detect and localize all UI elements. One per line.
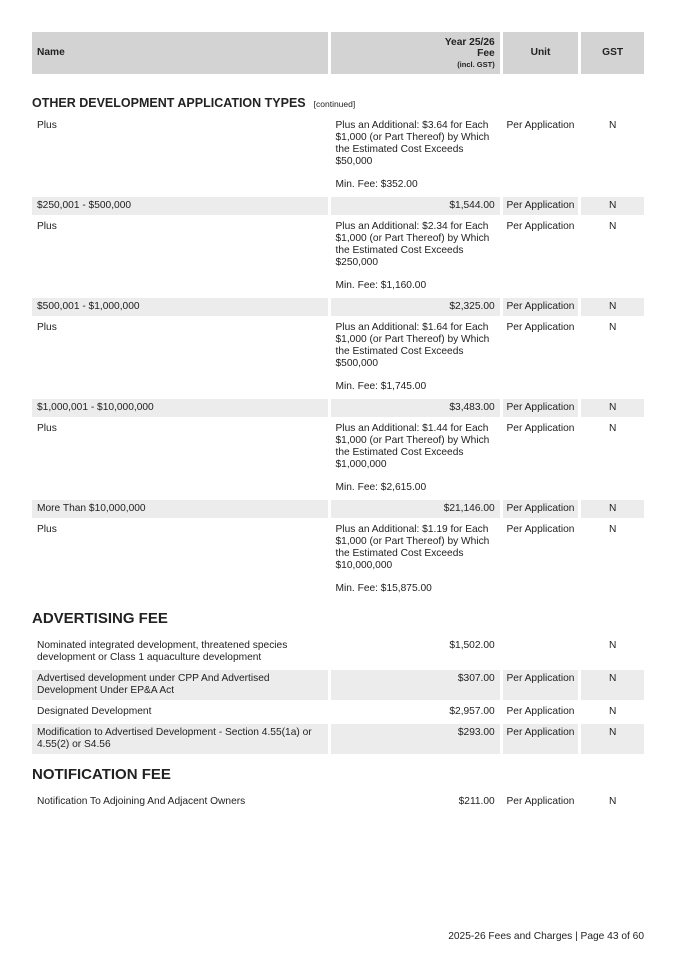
row-fee <box>331 420 500 497</box>
row-fee: $211.00 <box>458 796 495 807</box>
row-gst: N <box>581 399 644 417</box>
table-row <box>32 521 644 598</box>
row-gst: N <box>608 423 617 434</box>
min-fee: Min. Fee: $1,745.00 <box>335 381 427 392</box>
row-gst: N <box>608 221 617 232</box>
table-row <box>32 637 644 667</box>
row-unit: Per Application <box>506 524 575 535</box>
row-unit: Per Application <box>503 298 579 316</box>
row-fee: $21,146.00 <box>331 500 500 518</box>
row-gst: N <box>581 724 644 754</box>
header-unit: Unit <box>503 32 579 74</box>
row-name: Plus <box>37 120 57 131</box>
table-row <box>32 319 644 396</box>
row-unit: Per Application <box>506 221 575 232</box>
row-gst: N <box>608 322 617 333</box>
row-fee: $307.00 <box>331 670 500 700</box>
table-row <box>32 197 644 215</box>
continued-label: [continued] <box>313 99 356 109</box>
section-title-text: OTHER DEVELOPMENT APPLICATION TYPES <box>32 96 306 110</box>
min-fee: Min. Fee: $352.00 <box>335 179 418 190</box>
section-title-notification-fee: NOTIFICATION FEE <box>32 766 171 783</box>
row-name: Plus <box>37 221 57 232</box>
row-unit <box>503 637 579 667</box>
row-fee: $293.00 <box>331 724 500 754</box>
fee-schedule-page <box>32 32 644 814</box>
row-gst: N <box>608 640 617 651</box>
row-gst: N <box>608 120 617 131</box>
table-row <box>32 399 644 417</box>
row-fee <box>331 117 500 194</box>
row-unit: Per Application <box>503 670 579 700</box>
row-name: Plus <box>37 322 57 333</box>
row-name: $250,001 - $500,000 <box>32 197 328 215</box>
row-name: Plus <box>37 423 57 434</box>
row-unit: Per Application <box>506 796 575 807</box>
min-fee: Min. Fee: $2,615.00 <box>335 482 427 493</box>
header-fee-year: Year 25/26 <box>444 36 495 48</box>
row-name: Designated Development <box>37 706 152 717</box>
section-title-other-development <box>32 96 644 110</box>
table-row <box>32 500 644 518</box>
table-row <box>32 298 644 316</box>
row-name: Modification to Advertised Development - Section 4.55(1a) or 4.55(2) or S4.56 <box>32 724 328 754</box>
row-fee <box>331 319 500 396</box>
fee-description: Plus an Additional: $1.64 for Each $1,000 (or Part Thereof) by Which the Estimated Cost Exceeds $500,000 <box>335 322 490 369</box>
row-name: $1,000,001 - $10,000,000 <box>32 399 328 417</box>
row-fee: $2,957.00 <box>449 706 495 717</box>
row-gst: N <box>581 670 644 700</box>
header-fee-label: Fee <box>477 47 495 59</box>
header-gst: GST <box>581 32 644 74</box>
row-gst: N <box>608 796 617 807</box>
row-name: Nominated integrated development, threatened species development or Class 1 aquaculture development <box>37 640 288 663</box>
table-header <box>32 32 644 74</box>
fee-description: Plus an Additional: $1.19 for Each $1,000 (or Part Thereof) by Which the Estimated Cost Exceeds $10,000,000 <box>335 524 490 571</box>
row-unit: Per Application <box>503 724 579 754</box>
table-row <box>32 117 644 194</box>
page-footer: 2025-26 Fees and Charges | Page 43 of 60 <box>448 931 644 942</box>
row-gst: N <box>581 500 644 518</box>
row-unit: Per Application <box>506 120 575 131</box>
row-name: $500,001 - $1,000,000 <box>32 298 328 316</box>
table-row <box>32 218 644 295</box>
row-fee: $3,483.00 <box>331 399 500 417</box>
table-row <box>32 703 644 721</box>
fee-description: Plus an Additional: $3.64 for Each $1,000 (or Part Thereof) by Which the Estimated Cost Exceeds $50,000 <box>335 120 490 167</box>
row-unit: Per Application <box>503 399 579 417</box>
row-gst: N <box>608 524 617 535</box>
row-unit: Per Application <box>506 706 575 717</box>
fee-description: Plus an Additional: $2.34 for Each $1,000 (or Part Thereof) by Which the Estimated Cost Exceeds $250,000 <box>335 221 490 268</box>
row-gst: N <box>581 298 644 316</box>
row-fee: $2,325.00 <box>331 298 500 316</box>
row-fee <box>331 218 500 295</box>
row-unit: Per Application <box>503 500 579 518</box>
row-name: Advertised development under CPP And Advertised Development Under EP&A Act <box>32 670 328 700</box>
table-row <box>32 724 644 754</box>
row-unit: Per Application <box>506 423 575 434</box>
row-fee <box>331 521 500 598</box>
min-fee: Min. Fee: $1,160.00 <box>335 280 427 291</box>
row-unit: Per Application <box>503 197 579 215</box>
header-fee <box>331 32 500 74</box>
row-name: Notification To Adjoining And Adjacent Owners <box>37 796 246 807</box>
row-name: More Than $10,000,000 <box>32 500 328 518</box>
section-title-advertising-fee: ADVERTISING FEE <box>32 610 168 627</box>
table-row <box>32 793 644 811</box>
row-fee: $1,544.00 <box>331 197 500 215</box>
header-fee-incl-gst: (incl. GST) <box>457 59 495 69</box>
table-row <box>32 420 644 497</box>
table-row <box>32 670 644 700</box>
row-fee: $1,502.00 <box>449 640 495 651</box>
row-gst: N <box>608 706 617 717</box>
min-fee: Min. Fee: $15,875.00 <box>335 583 432 594</box>
row-unit: Per Application <box>506 322 575 333</box>
row-gst: N <box>581 197 644 215</box>
fee-description: Plus an Additional: $1.44 for Each $1,000 (or Part Thereof) by Which the Estimated Cost Exceeds $1,000,000 <box>335 423 490 470</box>
row-name: Plus <box>37 524 57 535</box>
header-name: Name <box>32 32 328 74</box>
